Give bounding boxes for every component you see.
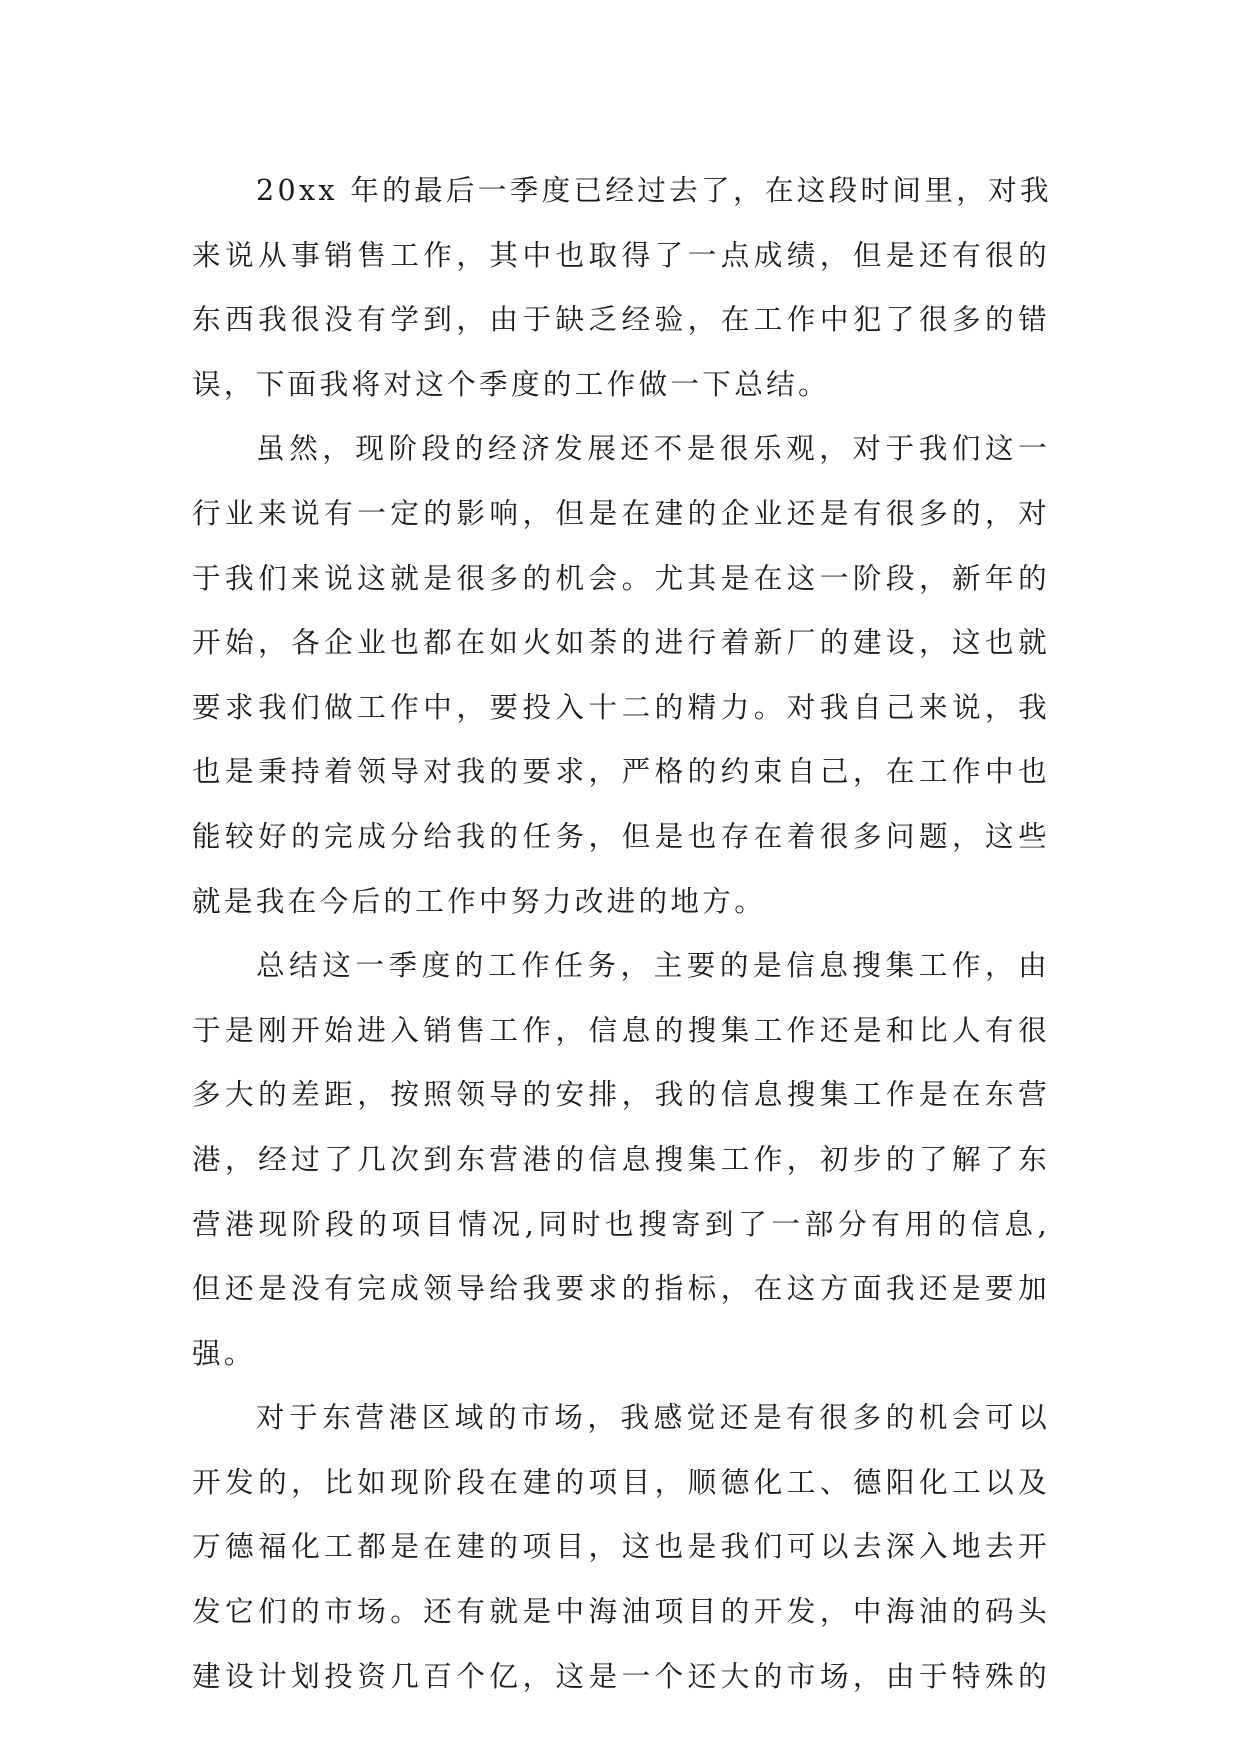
paragraph-line: 对于东营港区域的市场，我感觉还是有很多的机会可以 [256, 1400, 1050, 1435]
paragraph-line: 营港现阶段的项目情况,同时也搜寄到了一部分有用的信息, [192, 1206, 1050, 1241]
paragraph-line: 能较好的完成分给我的任务，但是也存在着很多问题，这些 [192, 818, 1050, 853]
paragraph-line: 总结这一季度的工作任务，主要的是信息搜集工作，由 [256, 948, 1050, 983]
paragraph-line: 要求我们做工作中，要投入十二的精力。对我自己来说，我 [192, 689, 1050, 724]
paragraph-3 [192, 933, 1050, 1385]
paragraph-line: 虽然，现阶段的经济发展还不是很乐观，对于我们这一 [256, 431, 1050, 466]
document-body [192, 158, 1050, 1708]
paragraph-line: 于是刚开始进入销售工作，信息的搜集工作还是和比人有很 [192, 1012, 1050, 1047]
paragraph-line: 20xx 年的最后一季度已经过去了，在这段时间里，对我 [256, 173, 1052, 207]
paragraph-line: 万德福化工都是在建的项目，这也是我们可以去深入地去开 [192, 1529, 1050, 1564]
paragraph-line: 强。 [192, 1335, 256, 1370]
paragraph-line: 东西我很没有学到，由于缺乏经验，在工作中犯了很多的错 [192, 302, 1050, 337]
paragraph-line: 开始，各企业也都在如火如荼的进行着新厂的建设，这也就 [192, 625, 1050, 660]
paragraph-1 [192, 158, 1050, 416]
paragraph-2 [192, 416, 1050, 933]
paragraph-4 [192, 1385, 1050, 1708]
paragraph-line: 于我们来说这就是很多的机会。尤其是在这一阶段，新年的 [192, 560, 1050, 595]
paragraph-line: 就是我在今后的工作中努力改进的地方。 [192, 883, 767, 918]
paragraph-line: 港，经过了几次到东营港的信息搜集工作，初步的了解了东 [192, 1141, 1050, 1176]
paragraph-line: 建设计划投资几百个亿，这是一个还大的市场，由于特殊的 [192, 1658, 1050, 1693]
paragraph-line: 开发的，比如现阶段在建的项目，顺德化工、德阳化工以及 [192, 1464, 1050, 1499]
paragraph-line: 多大的差距，按照领导的安排，我的信息搜集工作是在东营 [192, 1077, 1050, 1112]
paragraph-line: 但还是没有完成领导给我要求的指标，在这方面我还是要加 [192, 1271, 1050, 1306]
paragraph-line: 行业来说有一定的影响，但是在建的企业还是有很多的，对 [192, 495, 1050, 530]
paragraph-line: 发它们的市场。还有就是中海油项目的开发，中海油的码头 [192, 1594, 1050, 1629]
paragraph-line: 也是秉持着领导对我的要求，严格的约束自己，在工作中也 [192, 754, 1050, 789]
paragraph-line: 来说从事销售工作，其中也取得了一点成绩，但是还有很的 [192, 237, 1050, 272]
paragraph-line: 误，下面我将对这个季度的工作做一下总结。 [192, 366, 830, 401]
